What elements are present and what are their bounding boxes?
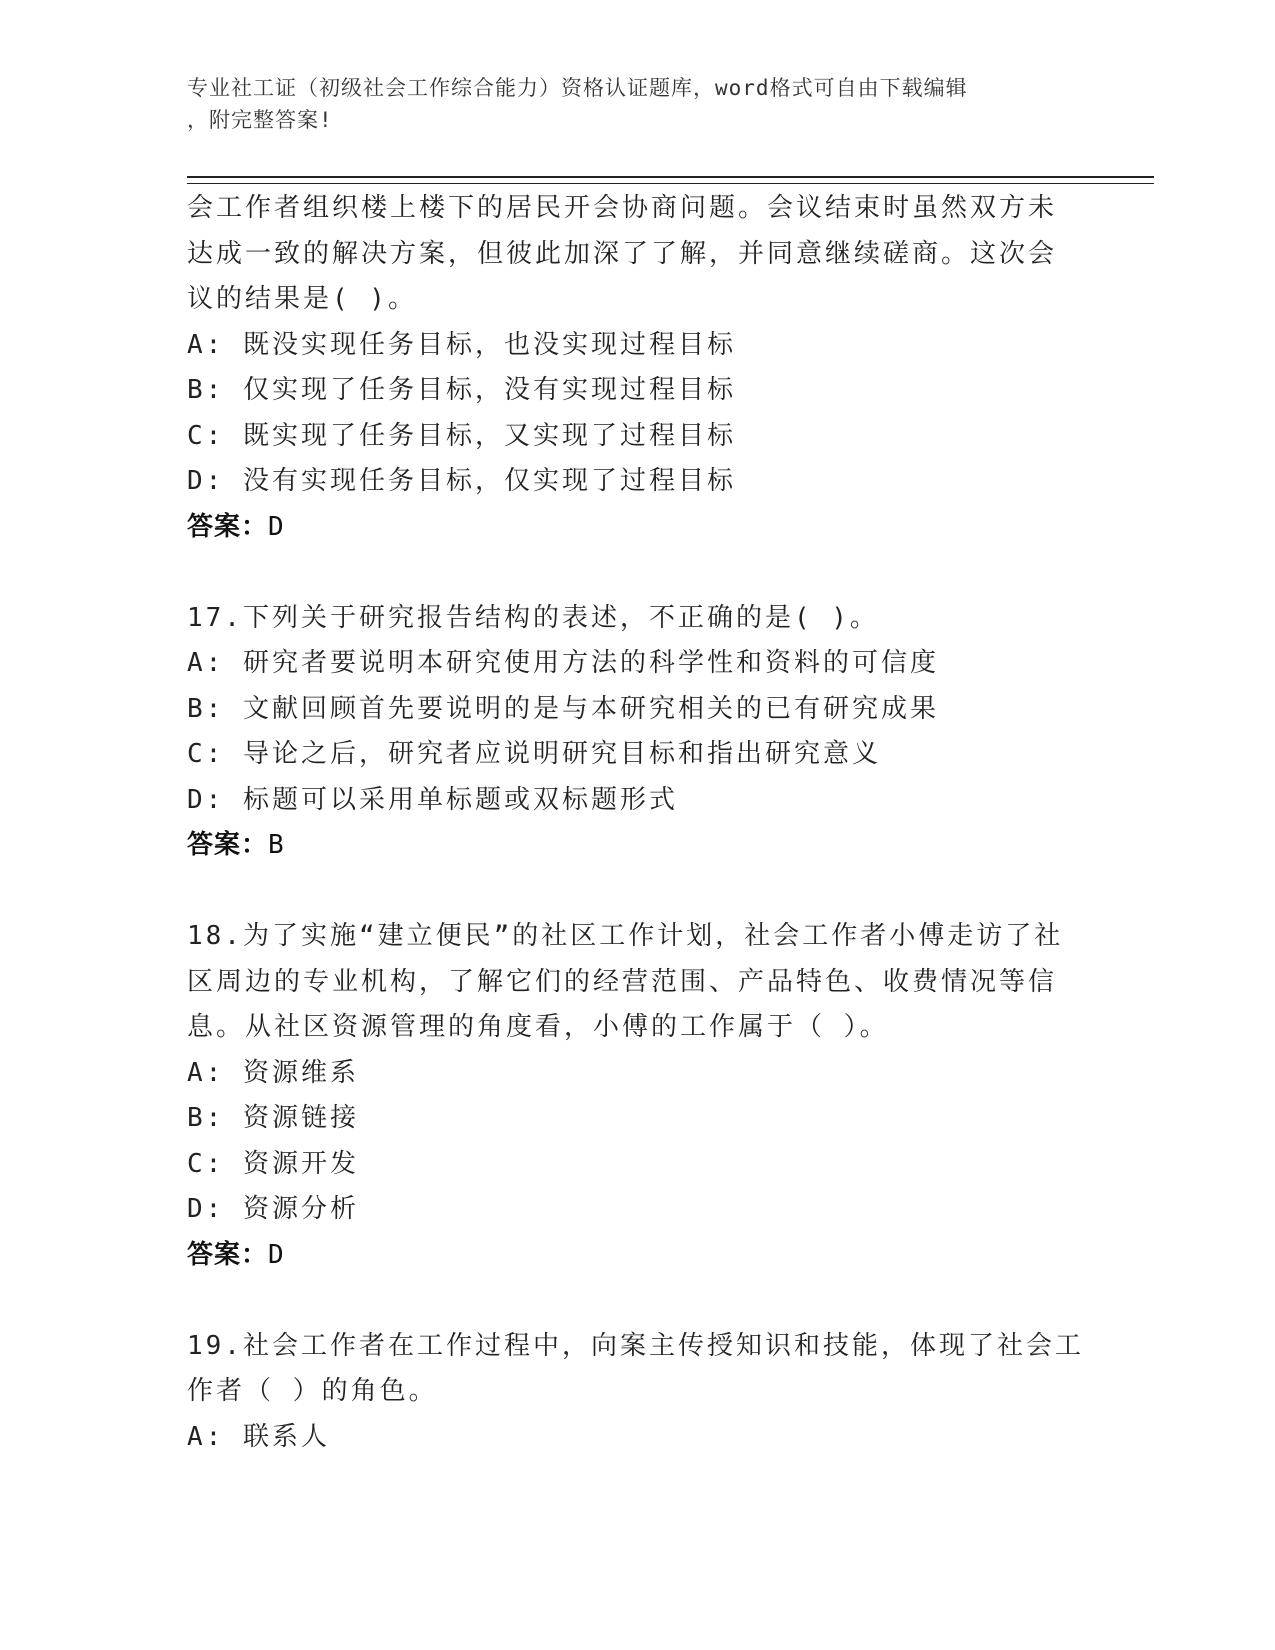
spacer xyxy=(187,1278,1087,1324)
spacer xyxy=(187,869,1087,915)
question-stem-line: 区周边的专业机构，了解它们的经营范围、产品特色、收费情况等信 xyxy=(187,966,1058,997)
option-a: A: 既没实现任务目标，也没实现过程目标 xyxy=(187,329,736,360)
option-b: B: 资源链接 xyxy=(187,1103,359,1133)
header-line-2: ，附完整答案! xyxy=(187,108,333,132)
option-d: D: 资源分析 xyxy=(187,1194,359,1224)
answer-value: D xyxy=(268,1239,285,1270)
spacer xyxy=(187,550,1087,596)
option-c: C: 既实现了任务目标，又实现了过程目标 xyxy=(187,420,736,451)
question-stem-line: 息。从社区资源管理的角度看，小傅的工作属于（ ）。 xyxy=(187,1012,889,1042)
option-a: A: 联系人 xyxy=(187,1421,330,1452)
answer-line xyxy=(187,823,1087,869)
question-stem-line: 议的结果是( )。 xyxy=(187,284,417,314)
answer-label: 答案： xyxy=(187,830,269,860)
header-divider-thick xyxy=(187,176,1154,178)
option-a: A: 资源维系 xyxy=(187,1057,359,1088)
answer-value: B xyxy=(268,830,285,860)
question-19 xyxy=(187,1324,1087,1461)
answer-value: D xyxy=(268,511,285,542)
option-d: D: 没有实现任务目标，仅实现了过程目标 xyxy=(187,466,736,496)
option-c: C: 导论之后，研究者应说明研究目标和指出研究意义 xyxy=(187,739,881,769)
answer-label: 答案： xyxy=(187,511,269,542)
option-c: C: 资源开发 xyxy=(187,1148,359,1179)
header-line-1: 专业社工证（初级社会工作综合能力）资格认证题库，word格式可自由下载编辑 xyxy=(187,76,968,100)
question-stem-line: 19.社会工作者在工作过程中，向案主传授知识和技能，体现了社会工 xyxy=(187,1330,1084,1361)
question-stem-line: 会工作者组织楼上楼下的居民开会协商问题。会议结束时虽然双方未 xyxy=(187,193,1058,223)
document-header xyxy=(187,72,1077,136)
option-d: D: 标题可以采用单标题或双标题形式 xyxy=(187,784,678,815)
answer-line xyxy=(187,1233,1087,1279)
option-b: B: 仅实现了任务目标，没有实现过程目标 xyxy=(187,375,736,405)
question-stem-line: 18.为了实施“建立便民”的社区工作计划，社会工作者小傅走访了社 xyxy=(187,921,1064,951)
question-stem-line: 达成一致的解决方案，但彼此加深了了解，并同意继续磋商。这次会 xyxy=(187,238,1058,269)
header-divider-thin xyxy=(187,183,1154,184)
answer-line xyxy=(187,505,1087,551)
question-17 xyxy=(187,596,1087,869)
question-stem-line: 作者（ ）的角色。 xyxy=(187,1376,438,1406)
question-list xyxy=(187,186,1087,1460)
option-b: B: 文献回顾首先要说明的是与本研究相关的已有研究成果 xyxy=(187,693,939,724)
answer-label: 答案： xyxy=(187,1239,269,1270)
question-18 xyxy=(187,914,1087,1278)
option-a: A: 研究者要说明本研究使用方法的科学性和资料的可信度 xyxy=(187,648,939,678)
question-stem-line: 17.下列关于研究报告结构的表述，不正确的是( )。 xyxy=(187,602,879,633)
question-16 xyxy=(187,186,1087,550)
